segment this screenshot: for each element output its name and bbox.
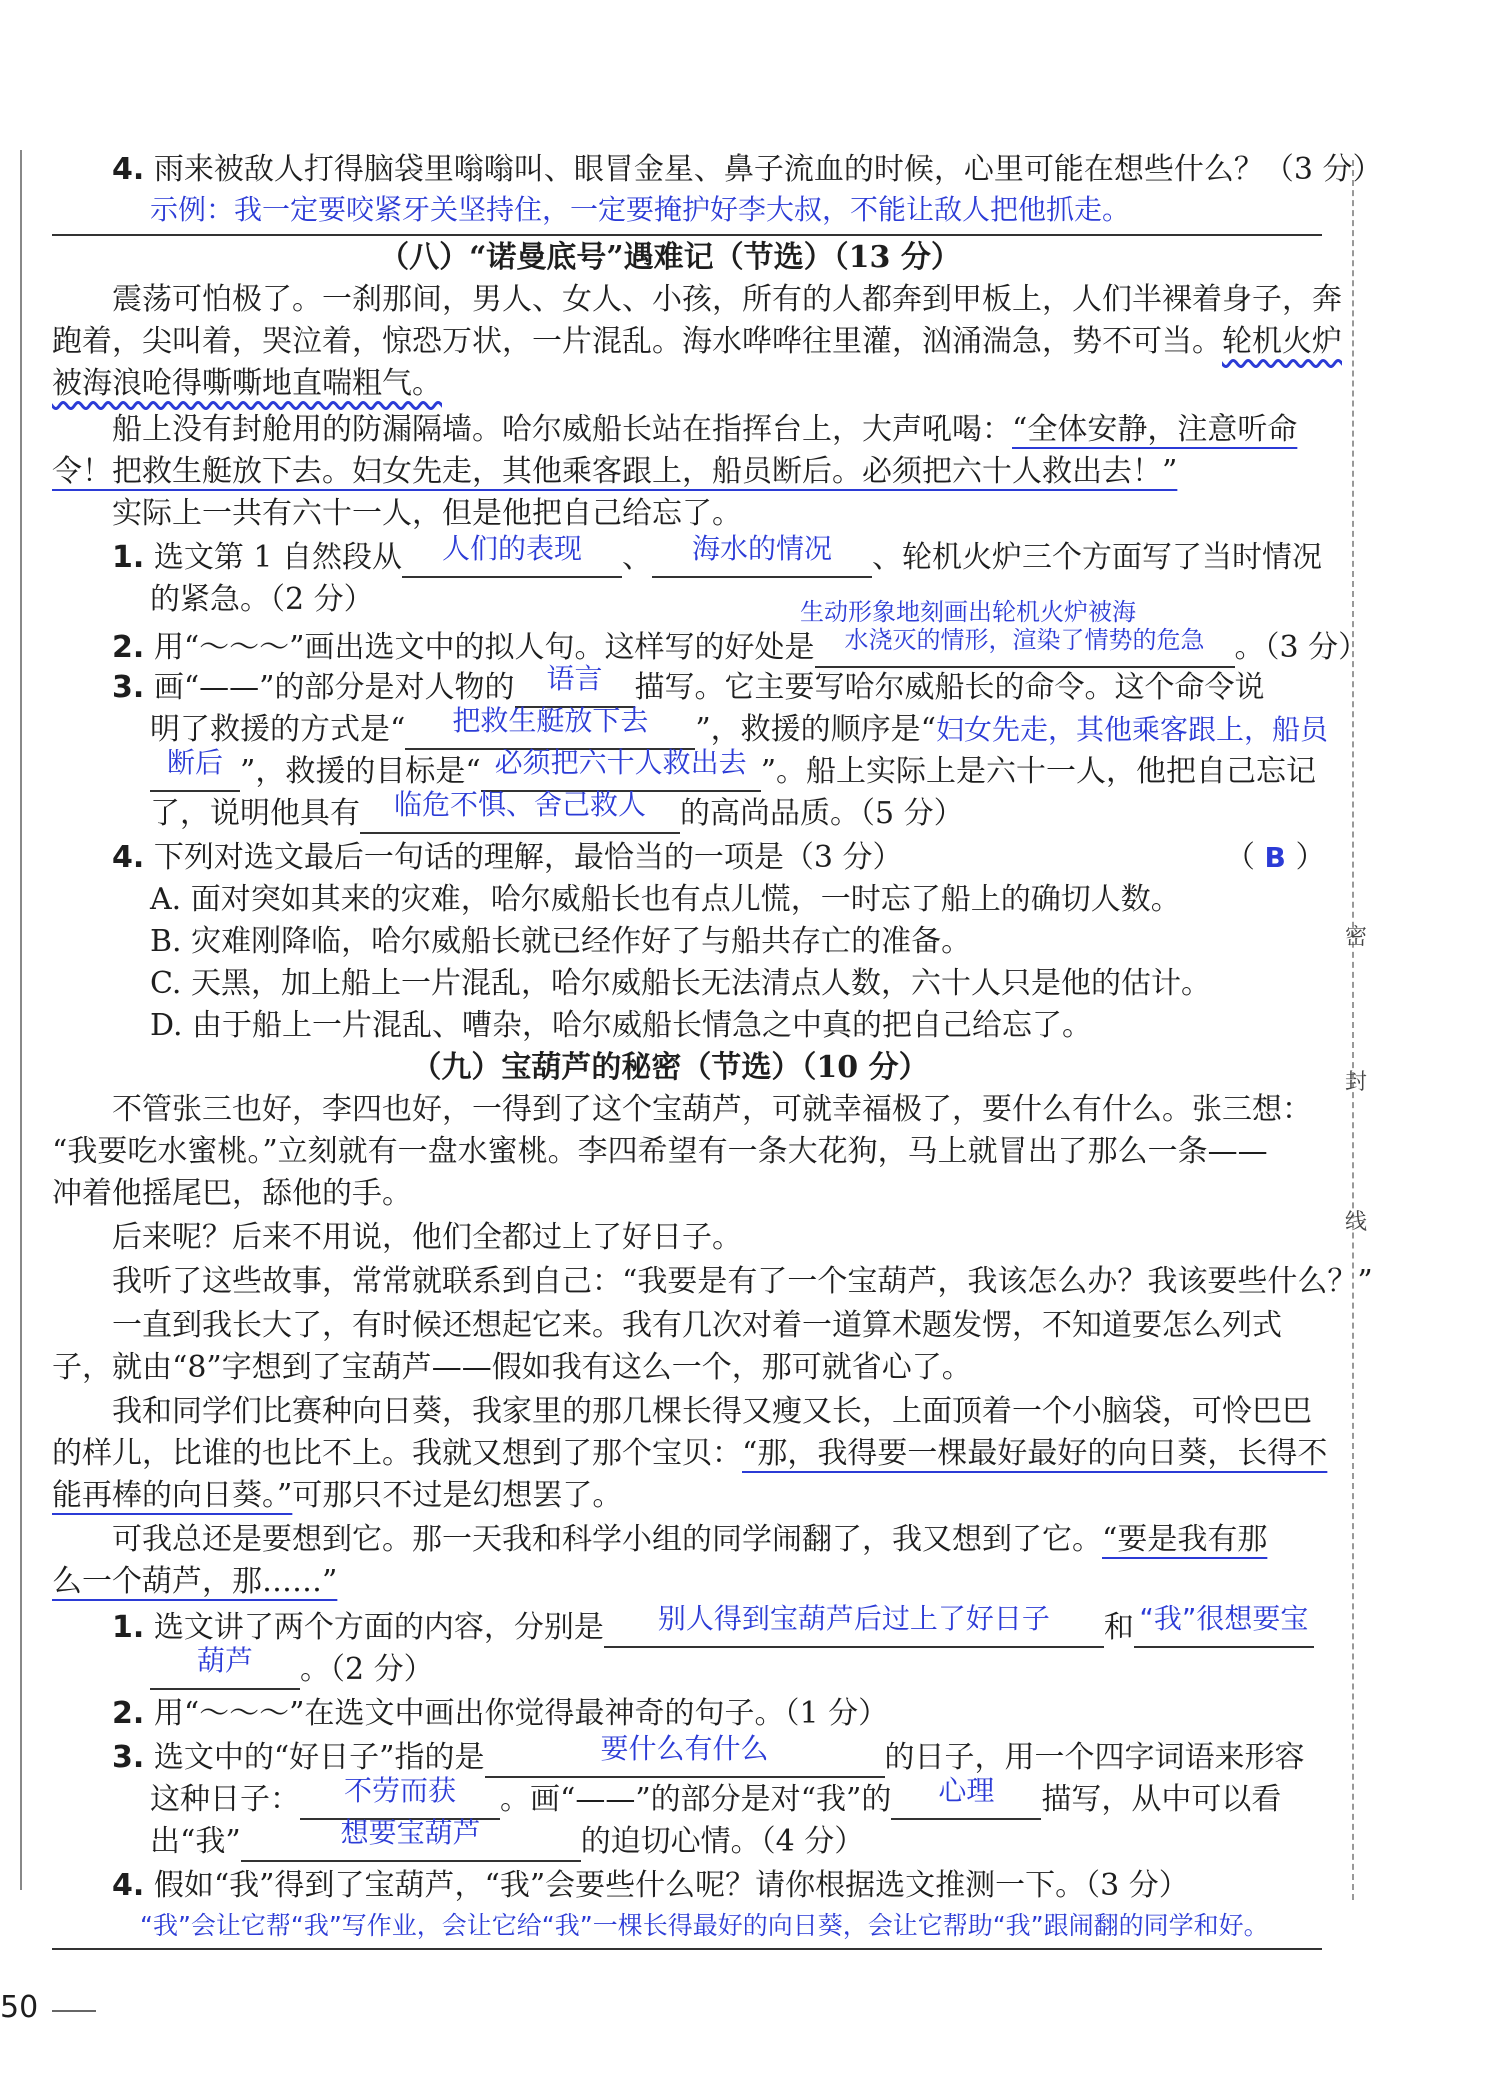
answer-blank xyxy=(402,532,622,578)
s8-question-3-line-2 xyxy=(150,704,1329,750)
page-number-dash xyxy=(52,2010,96,2012)
s8-option-a: A. 面对突如其来的灾难，哈尔威船长也有点儿慌，一时忘了船上的确切人数。 xyxy=(150,882,1181,917)
handwritten-answer: 想要宝葫芦 xyxy=(340,1816,481,1849)
question-number: 2. xyxy=(112,630,145,665)
text: 、 xyxy=(622,540,652,575)
s9-paragraph-2: 后来呢？后来不用说，他们全都过上了好日子。 xyxy=(112,1220,742,1255)
section-8-title: （八）“诺曼底号”遇难记（节选）（13 分） xyxy=(379,240,961,275)
handwritten-answer: 要什么有什么 xyxy=(600,1732,769,1765)
s9-question-3-line-2 xyxy=(150,1774,1282,1820)
text: 明了救援的方式是“ xyxy=(150,712,406,747)
binding-dashed-line xyxy=(1352,160,1354,1900)
s9-question-4-answer: “我”会让它帮“我”写作业，会让它给“我”一棵长得最好的向日葵，会让它帮助“我”跟闹翻的同学和好。 xyxy=(140,1911,1269,1940)
s8-paragraph-1-line-1: 震荡可怕极了。一刹那间，男人、女人、小孩，所有的人都奔到甲板上，人们半裸着身子，奔 xyxy=(112,282,1342,317)
s9-paragraph-1-line-1: 不管张三也好，李四也好，一得到了这个宝葫芦，可就幸福极了，要什么有什么。张三想： xyxy=(112,1092,1312,1127)
text: 画“——”的部分是对人物的 xyxy=(153,670,515,705)
s8-option-b: B. 灾难刚降临，哈尔威船长就已经作好了与船共存亡的准备。 xyxy=(150,924,972,959)
handwritten-answer: 不劳而获 xyxy=(343,1774,456,1807)
s8-paragraph-3: 实际上一共有六十一人，但是他把自己给忘了。 xyxy=(112,496,742,531)
s9-question-2 xyxy=(112,1694,888,1734)
s8-option-d: D. 由于船上一片混乱、嘈杂，哈尔威船长情急之中真的把自己给忘了。 xyxy=(150,1008,1093,1043)
text: 的高尚品质。（5 分） xyxy=(680,796,964,831)
underlined-text: “全体安静，注意听命 xyxy=(1012,412,1298,447)
question-number: 2. xyxy=(112,1696,145,1731)
s8-question-4 xyxy=(112,838,902,878)
paren-left: （ xyxy=(1225,840,1255,875)
text: 船上没有封舱用的防漏隔墙。哈尔威船长站在指挥台上，大声吼喝： xyxy=(112,412,1012,447)
s9-paragraph-6-line-1 xyxy=(112,1520,1267,1560)
answer-blank xyxy=(485,1732,885,1778)
answer-blank xyxy=(481,746,761,792)
text: ”，救援的顺序是“ xyxy=(695,712,937,747)
text: 描写，从中可以看 xyxy=(1041,1782,1282,1817)
text: 选文第 1 自然段从 xyxy=(153,540,402,575)
answer-blank xyxy=(815,626,1235,668)
s9-paragraph-5-line-2 xyxy=(52,1434,1327,1474)
prev-question-4-answer: 示例：我一定要咬紧牙关坚持住，一定要掩护好李大叔，不能让敌人把他抓走。 xyxy=(150,193,1131,226)
s8-question-3-line-4 xyxy=(150,788,964,834)
handwritten-answer: 必须把六十人救出去 xyxy=(494,746,747,779)
s9-paragraph-4-line-2: 子，就由“8”字想到了宝葫芦——假如我有这么一个，那可就省心了。 xyxy=(52,1350,972,1385)
s8-question-1 xyxy=(112,532,1322,578)
text: 。（3 分） xyxy=(1234,630,1369,665)
text: 可那只不过是幻想罢了。 xyxy=(292,1478,623,1513)
text: 选文中的“好日子”指的是 xyxy=(153,1740,485,1775)
answer-blank xyxy=(515,662,635,708)
answer-blank xyxy=(241,1816,581,1862)
text: 这种日子： xyxy=(150,1782,300,1817)
question-number: 3. xyxy=(112,1740,145,1775)
handwritten-answer: “我”很想要宝 xyxy=(1139,1602,1309,1635)
text: 和 xyxy=(1103,1610,1134,1645)
s8-paragraph-1-line-3 xyxy=(52,364,442,404)
text: 描写。它主要写哈尔威船长的命令。这个命令说 xyxy=(634,670,1265,705)
s8-question-2-answer-top: 生动形象地刻画出轮机火炉被海 xyxy=(800,598,1136,626)
binding-char-feng: 封 xyxy=(1345,1070,1368,1095)
underlined-text: 能再棒的向日葵。” xyxy=(52,1478,293,1513)
handwritten-answer: 把救生艇放下去 xyxy=(452,704,649,737)
s8-question-3-line-3 xyxy=(150,746,1317,792)
handwritten-answer: B xyxy=(1264,841,1286,874)
text: 的日子，用一个四字词语来形容 xyxy=(884,1740,1305,1775)
handwritten-answer: 葫芦 xyxy=(196,1644,253,1677)
s9-question-1 xyxy=(112,1602,1314,1648)
s9-paragraph-1-line-3: 冲着他摇尾巴，舔他的手。 xyxy=(52,1176,412,1211)
question-number: 4. xyxy=(112,152,145,187)
question-number: 3. xyxy=(112,670,145,705)
s9-question-1-line-2 xyxy=(150,1644,434,1690)
handwritten-answer: 语言 xyxy=(546,662,603,695)
s8-question-4-answer-box xyxy=(1225,838,1325,878)
text: 选文讲了两个方面的内容，分别是 xyxy=(153,1610,604,1645)
text: 、轮机火炉三个方面写了当时情况 xyxy=(872,540,1322,575)
text: ”。船上实际上是六十一人，他把自己忘记 xyxy=(760,754,1317,789)
text: 用“～～～”画出选文中的拟人句。这样写的好处是 xyxy=(153,630,815,665)
answer-blank xyxy=(1134,1602,1314,1648)
answer-blank xyxy=(150,1644,300,1690)
text: ”，救援的目标是“ xyxy=(240,754,481,789)
s9-paragraph-3: 我听了这些故事，常常就联系到自己：“我要是有了一个宝葫芦，我该怎么办？我该要些什么？” xyxy=(112,1264,1373,1299)
text: 。（2 分） xyxy=(300,1652,434,1687)
s9-paragraph-5-line-1: 我和同学们比赛种向日葵，我家里的那几棵长得又瘦又长，上面顶着一个小脑袋，可怜巴巴 xyxy=(112,1394,1312,1429)
text: 的样儿，比谁的也比不上。我就又想到了那个宝贝： xyxy=(52,1436,742,1471)
question-text: 雨来被敌人打得脑袋里嗡嗡叫、眼冒金星、鼻子流血的时候，心里可能在想些什么？（3 分） xyxy=(153,152,1383,187)
handwritten-answer: 别人得到宝葫芦后过上了好日子 xyxy=(657,1602,1050,1635)
s9-paragraph-4-line-1: 一直到我长大了，有时候还想起它来。我有几次对着一道算术题发愣，不知道要怎么列式 xyxy=(112,1308,1282,1343)
s9-question-3-line-3 xyxy=(150,1816,865,1862)
handwritten-answer: 临危不惧、舍己救人 xyxy=(393,788,646,821)
question-number: 1. xyxy=(112,1610,145,1645)
answer-blank xyxy=(405,704,695,750)
s8-paragraph-1-line-2 xyxy=(52,322,1342,362)
text: 的迫切心情。（4 分） xyxy=(580,1824,865,1859)
binding-char-xian: 线 xyxy=(1345,1210,1368,1235)
answer-blank xyxy=(891,1774,1041,1820)
s8-question-1-line-2: 的紧急。（2 分） xyxy=(150,582,374,617)
left-margin-rule xyxy=(20,150,22,1890)
s8-question-3 xyxy=(112,662,1265,708)
s9-paragraph-6-line-2 xyxy=(52,1562,337,1602)
answer-blank xyxy=(150,746,240,792)
section-divider xyxy=(52,234,1322,236)
underlined-text: “要是我有那 xyxy=(1102,1522,1268,1557)
answer-blank xyxy=(604,1602,1104,1648)
s9-paragraph-1-line-2: “我要吃水蜜桃。”立刻就有一盘水蜜桃。李四希望有一条大花狗，马上就冒出了那么一条—— xyxy=(52,1134,1268,1169)
text: 下列对选文最后一句话的理解，最恰当的一项是（3 分） xyxy=(153,840,903,875)
handwritten-answer: 水浇灭的情形，渲染了情势的危急 xyxy=(844,626,1205,654)
text: 用“～～～”在选文中画出你觉得最神奇的句子。（1 分） xyxy=(153,1696,889,1731)
s8-option-c: C. 天黑，加上船上一片混乱，哈尔威船长无法清点人数，六十人只是他的估计。 xyxy=(150,966,1211,1001)
answer-blank xyxy=(300,1774,500,1820)
section-9-title: （九）宝葫芦的秘密（节选）（10 分） xyxy=(411,1050,929,1085)
text: 出“我” xyxy=(150,1824,241,1859)
handwritten-answer: 妇女先走，其他乘客跟上，船员 xyxy=(936,713,1329,746)
text: 跑着，尖叫着，哭泣着，惊恐万状，一片混乱。海水哗哗往里灌，汹涌湍急，势不可当。 xyxy=(52,324,1222,359)
handwritten-answer: 心理 xyxy=(938,1774,995,1807)
wavy-underlined-text: 轮机火炉 xyxy=(1222,324,1342,359)
binding-char-mi: 密 xyxy=(1345,925,1368,950)
answer-blank xyxy=(360,788,680,834)
answer-line xyxy=(52,1948,1322,1950)
page-number: 50 xyxy=(0,1990,39,2025)
s8-paragraph-2-line-1 xyxy=(112,410,1297,450)
question-number: 4. xyxy=(112,840,145,875)
answer-blank xyxy=(652,532,872,578)
paren-right: ） xyxy=(1295,840,1326,875)
prev-question-4 xyxy=(112,150,1382,190)
s8-paragraph-2-line-2 xyxy=(52,452,1177,492)
s8-question-2 xyxy=(112,628,1368,668)
handwritten-answer: 海水的情况 xyxy=(691,532,832,565)
handwritten-answer: 人们的表现 xyxy=(441,532,582,565)
underlined-text: 么一个葫芦，那……” xyxy=(52,1564,338,1599)
text: 了，说明他具有 xyxy=(150,796,360,831)
question-number: 1. xyxy=(112,540,145,575)
question-number: 4. xyxy=(112,1868,145,1903)
wavy-underlined-text: 被海浪呛得嘶嘶地直喘粗气。 xyxy=(52,366,442,401)
text: 假如“我”得到了宝葫芦，“我”会要些什么呢？请你根据选文推测一下。（3 分） xyxy=(153,1868,1189,1903)
underlined-text: 令！把救生艇放下去。妇女先走，其他乘客跟上，船员断后。必须把六十人救出去！” xyxy=(52,454,1178,489)
s9-question-3 xyxy=(112,1732,1305,1778)
text: 可我总还是要想到它。那一天我和科学小组的同学闹翻了，我又想到了它。 xyxy=(112,1522,1102,1557)
s9-question-4 xyxy=(112,1866,1189,1906)
underlined-text: “那，我得要一棵最好最好的向日葵，长得不 xyxy=(742,1436,1328,1471)
handwritten-answer: 断后 xyxy=(166,746,223,779)
s9-paragraph-5-line-3 xyxy=(52,1476,622,1516)
text: 。画“——”的部分是对“我”的 xyxy=(500,1782,892,1817)
